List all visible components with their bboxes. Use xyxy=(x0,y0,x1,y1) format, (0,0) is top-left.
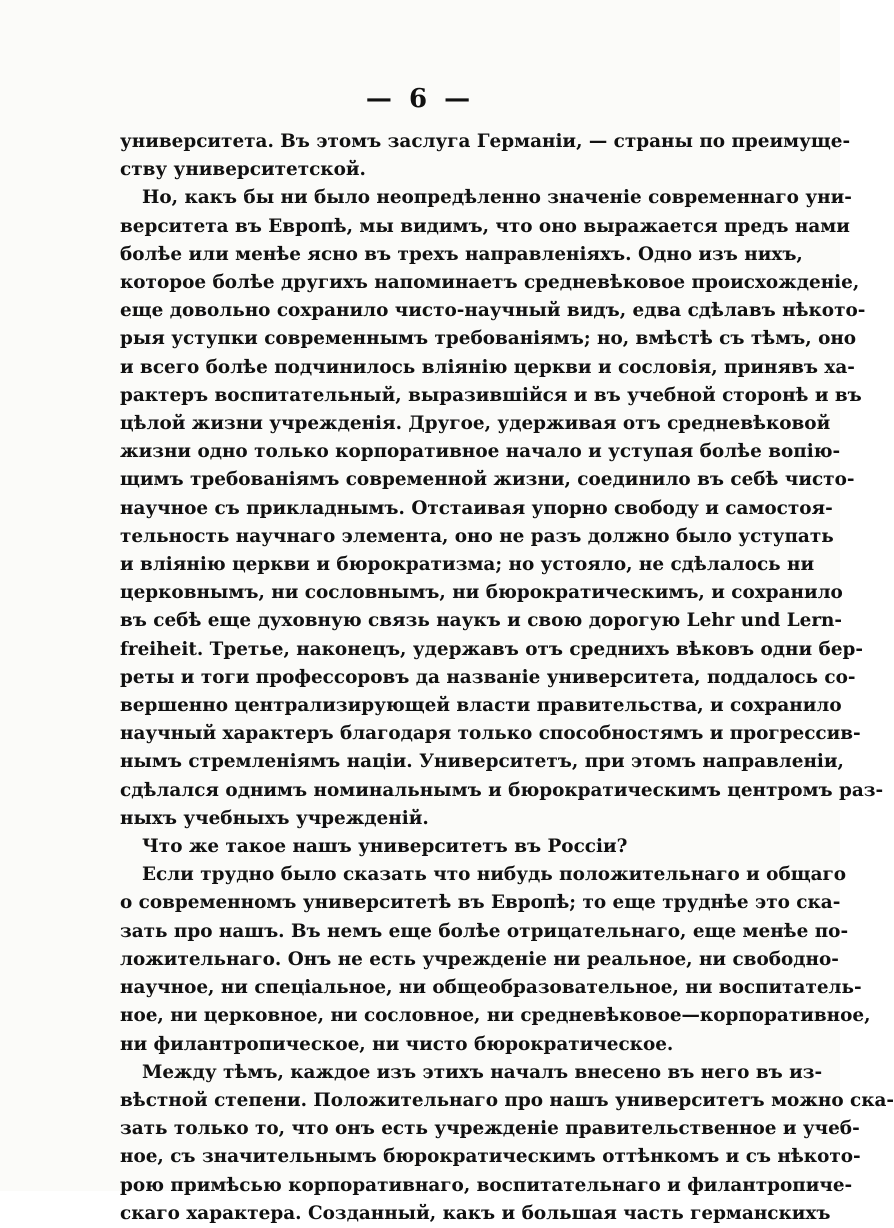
text-line: о современномъ университетѣ въ Европѣ; то еще труднѣе это ска- xyxy=(120,892,841,914)
text-line: верситета въ Европѣ, мы видимъ, что оно выражается предъ нами xyxy=(120,215,850,237)
text-line: зать про нашъ. Въ немъ еще болѣе отрицательнаго, еще менѣе по- xyxy=(120,920,849,942)
body-text xyxy=(120,128,894,1228)
text-line: болѣе или менѣе ясно въ трехъ направленіяхъ. Одно изъ нихъ, xyxy=(120,243,803,265)
text-line: Если трудно было сказать что нибудь положительнаго и общаго xyxy=(142,864,847,886)
text-line: еще довольно сохранило чисто-научный видъ, едва сдѣлавъ нѣкото- xyxy=(120,300,866,322)
text-line: тельность научнаго элемента, оно не разъ должно было уступать xyxy=(120,525,834,547)
text-line: сдѣлался однимъ номинальнымъ и бюрократическимъ центромъ раз- xyxy=(120,779,884,801)
text-line: которое болѣе другихъ напоминаетъ средневѣковое происхожденіе, xyxy=(120,272,860,294)
text-line: вѣстной степени. Положительнаго про нашъ университетъ можно ска- xyxy=(120,1089,894,1111)
text-line: въ себѣ еще духовную связь наукъ и свою дорогую Lehr und Lern- xyxy=(120,610,843,632)
text-line: и всего болѣе подчинилось вліянію церкви и сословія, принявъ ха- xyxy=(120,356,855,378)
text-line: скаго характера. Созданный, какъ и большая часть германскихъ xyxy=(120,1202,831,1224)
text-line: научное, ни спеціальное, ни общеобразовательное, ни воспитатель- xyxy=(120,977,862,999)
page-number: — 6 — xyxy=(365,84,475,114)
text-line: рыя уступки современнымъ требованіямъ; но, вмѣстѣ съ тѣмъ, оно xyxy=(120,328,857,350)
text-line: щимъ требованіямъ современной жизни, соединило въ себѣ чисто- xyxy=(120,469,855,491)
text-line: нымъ стремленіямъ націи. Университетъ, при этомъ направленіи, xyxy=(120,751,844,773)
text-line: ное, съ значительнымъ бюрократическимъ оттѣнкомъ и съ нѣкото- xyxy=(120,1146,861,1168)
text-line: ству университетской. xyxy=(120,159,366,181)
text-line: вершенно централизирующей власти правительства, и сохранило xyxy=(120,695,842,717)
text-line: Что же такое нашъ университетъ въ Россіи? xyxy=(142,836,628,858)
text-line: Между тѣмъ, каждое изъ этихъ началъ внесено въ него въ из- xyxy=(142,1061,823,1083)
text-line: ложительнаго. Онъ не есть учрежденіе ни реальное, ни свободно- xyxy=(120,948,839,970)
text-line: цѣлой жизни учрежденія. Другое, удерживая отъ средневѣковой xyxy=(120,413,831,435)
text-line: научное съ прикладнымъ. Отстаивая упорно свободу и самостоя- xyxy=(120,497,833,519)
text-line: рою примѣсью корпоративнаго, воспитательнаго и филантропиче- xyxy=(120,1174,853,1196)
text-line: жизни одно только корпоративное начало и уступая болѣе вопію- xyxy=(120,441,841,463)
text-line: рактеръ воспитательный, выразившійся и въ учебной сторонѣ и въ xyxy=(120,384,862,406)
text-line: ное, ни церковное, ни сословное, ни средневѣковое—корпоративное, xyxy=(120,1005,871,1027)
text-line: Но, какъ бы ни было неопредѣленно значеніе современнаго уни- xyxy=(142,187,852,209)
text-line: научный характеръ благодаря только способностямъ и прогрессив- xyxy=(120,723,861,745)
text-line: ни филантропическое, ни чисто бюрократическое. xyxy=(120,1033,674,1055)
text-line: ныхъ учебныхъ учрежденій. xyxy=(120,807,429,829)
text-line: зать только то, что онъ есть учрежденіе правительственное и учеб- xyxy=(120,1118,860,1140)
text-line: церковнымъ, ни сословнымъ, ни бюрократическимъ, и сохранило xyxy=(120,582,843,604)
text-line: и вліянію церкви и бюрократизма; но устояло, не сдѣлалось ни xyxy=(120,554,815,576)
text-line: университета. Въ этомъ заслуга Германіи, — страны по преимуще- xyxy=(120,131,851,152)
text-line: freiheit. Третье, наконецъ, удержавъ отъ среднихъ вѣковъ одни бер- xyxy=(120,638,864,660)
text-line: реты и тоги профессоровъ да названіе университета, поддалось со- xyxy=(120,666,856,688)
